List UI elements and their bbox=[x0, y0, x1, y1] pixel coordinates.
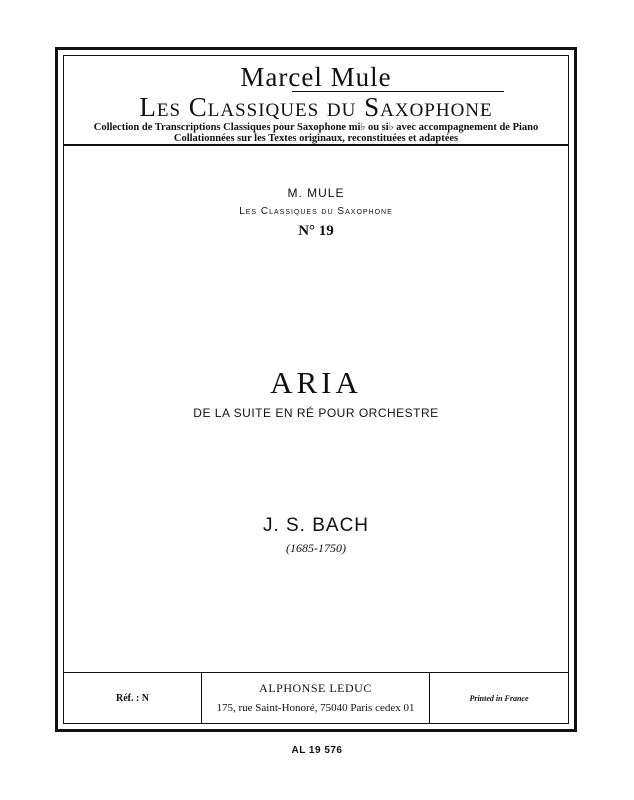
publisher-address: 175, rue Saint-Honoré, 75040 Paris cedex 01 bbox=[216, 702, 415, 714]
publisher-footer bbox=[64, 672, 568, 723]
arranger-label: M. MULE bbox=[287, 186, 345, 200]
composer-name: J. S. BACH bbox=[262, 515, 370, 536]
series-header bbox=[64, 56, 568, 146]
series-small-label: Les Classiques du Saxophone bbox=[239, 206, 393, 217]
cover-outer-frame bbox=[55, 47, 577, 732]
reference-label: Réf. : N bbox=[115, 692, 150, 704]
work-subtitle: DE LA SUITE EN RÉ POUR ORCHESTRE bbox=[193, 406, 439, 420]
volume-number: N° 19 bbox=[298, 223, 334, 239]
series-title: Les Classiques du Saxophone bbox=[139, 92, 493, 122]
series-description-line2: Collationnées sur les Textes originaux, reconstituées et adaptées bbox=[173, 133, 459, 144]
series-description-line1: Collection de Transcriptions Classiques pour Saxophone mi♭ ou si♭ avec accompagnement de Piano bbox=[93, 122, 539, 133]
printed-in-label: Printed in France bbox=[469, 693, 529, 703]
brand-name: Marcel Mule bbox=[240, 62, 392, 92]
cover-inner-frame bbox=[63, 55, 569, 724]
work-title: ARIA bbox=[270, 365, 362, 400]
composer-dates: (1685-1750) bbox=[286, 541, 346, 555]
publisher-block bbox=[201, 673, 430, 723]
publisher-name: ALPHONSE LEDUC bbox=[259, 681, 372, 695]
plate-number: AL 19 576 bbox=[291, 745, 343, 756]
